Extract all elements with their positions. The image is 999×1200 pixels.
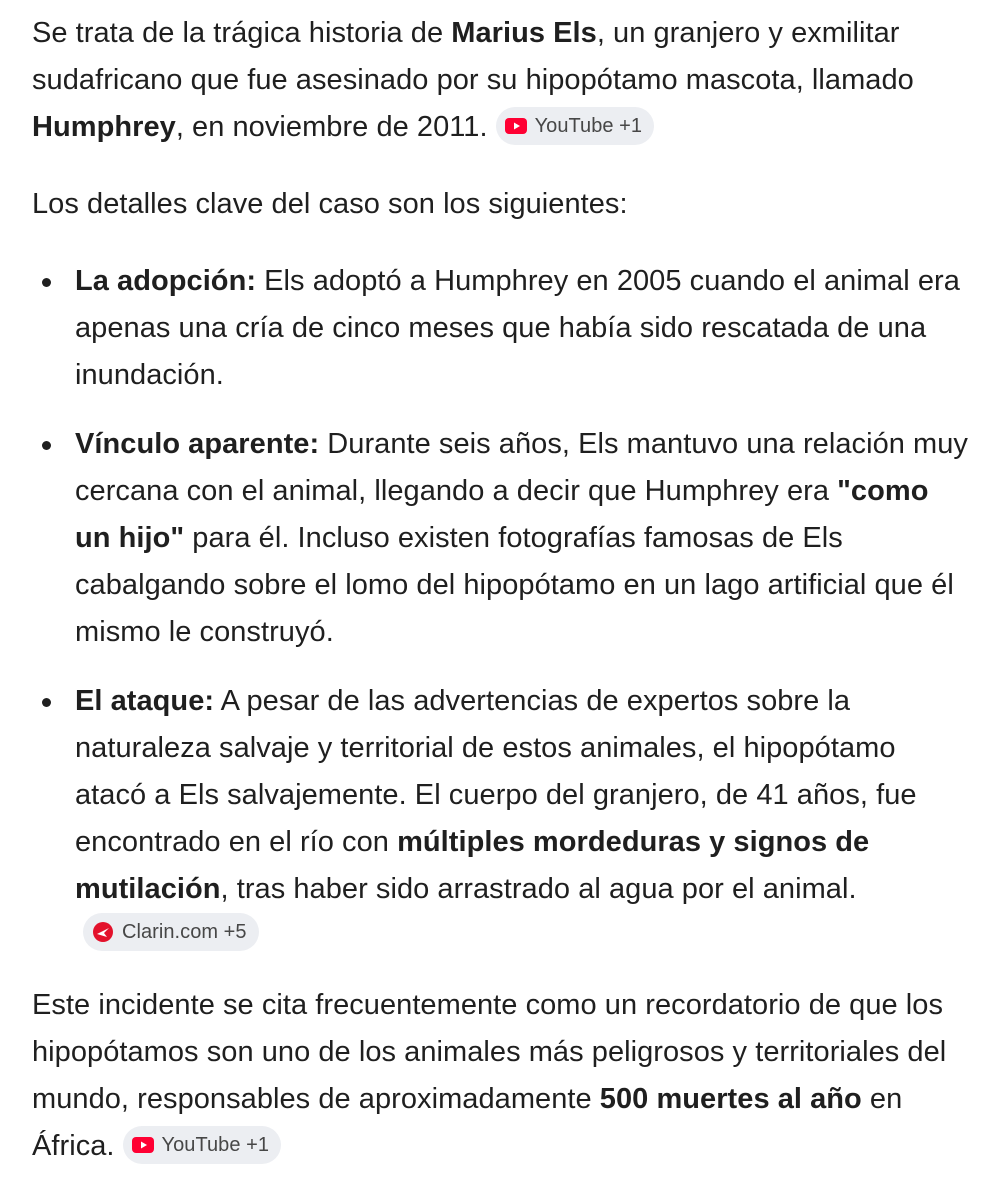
list-item-bold-quote: "como un hijo": [75, 475, 929, 554]
list-item-bold-injuries: múltiples mordeduras y signos de mutilación: [75, 826, 870, 905]
source-chip-label: YouTube +1: [161, 1134, 269, 1156]
source-chip-clarin[interactable]: [83, 913, 259, 951]
youtube-icon: [132, 1134, 154, 1156]
list-item-title: La adopción:: [75, 265, 257, 297]
intro-bold-hippo: Humphrey: [32, 111, 176, 143]
clarin-icon: [92, 921, 114, 943]
list-item-text-1: A pesar de las advertencias de expertos sobre la naturaleza salvaje y territorial de estos animales, el hipopótamo atacó a Els salvajemente. El cuerpo del granjero, de 41 años, fue encontrado en el río con: [75, 685, 917, 858]
bullet: [42, 278, 51, 287]
list-item-text: Els adoptó a Humphrey en 2005 cuando el animal era apenas una cría de cinco meses que había sido rescatada de una inundación.: [75, 265, 960, 391]
intro-paragraph: [32, 10, 969, 151]
list-item-text-2: para él. Incluso existen fotografías famosas de Els cabalgando sobre el lomo del hipopótamo en un lago artificial que él mismo le construyó.: [75, 522, 954, 648]
list-item-text-1: Durante seis años, Els mantuvo una relación muy cercana con el animal, llegando a decir que Humphrey era: [75, 428, 968, 507]
source-chip-label: YouTube +1: [534, 115, 643, 137]
list-item-title: Vínculo aparente:: [75, 428, 320, 460]
list-item-title: El ataque:: [75, 685, 215, 717]
list-item-ataque: [32, 678, 969, 960]
details-list: [32, 258, 969, 960]
bullet: [42, 441, 51, 450]
source-chip-label: Clarin.com +5: [122, 921, 247, 943]
lead-paragraph: Los detalles clave del caso son los siguientes:: [32, 188, 628, 220]
list-item-text-2: , tras haber sido arrastrado al agua por el animal.: [220, 873, 857, 905]
intro-text-1: Se trata de la trágica historia de: [32, 17, 452, 49]
closing-text-2: en África.: [32, 1083, 903, 1162]
closing-paragraph: [32, 982, 969, 1170]
intro-bold-name: Marius Els: [451, 17, 597, 49]
closing-text-1: Este incidente se cita frecuentemente como un recordatorio de que los hipopótamos son uno de los animales más peligrosos y territoriales del mundo, responsables de aproximadamente: [32, 989, 947, 1115]
source-chip-youtube[interactable]: [496, 107, 654, 145]
intro-text-3: , en noviembre de 2011.: [175, 111, 488, 143]
list-item-adopcion: [32, 258, 969, 399]
bullet: [42, 698, 51, 707]
source-chip-youtube[interactable]: [123, 1126, 281, 1164]
closing-bold-stat: 500 muertes al año: [599, 1083, 862, 1115]
list-item-vinculo: [32, 421, 969, 656]
intro-text-2: , un granjero y exmilitar sudafricano que fue asesinado por su hipopótamo mascota, llamado: [32, 17, 914, 96]
youtube-icon: [505, 115, 527, 137]
